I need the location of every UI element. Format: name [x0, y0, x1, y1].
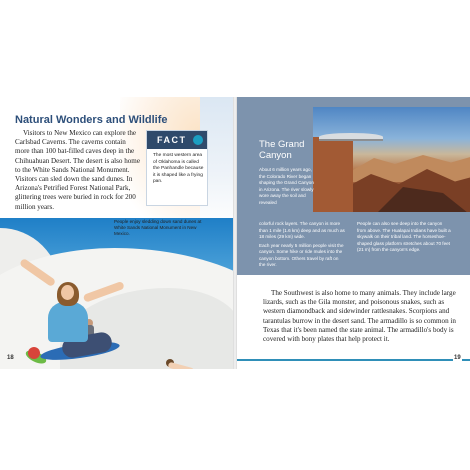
sidebar-paragraph: Each year nearly 5 million people visit the canyon. Some hike or ride mules into the canyon bottom. Others travel by raft on the river. [259, 242, 344, 267]
book-spread [0, 97, 470, 369]
page-number-left: 18 [7, 355, 14, 361]
child-sledding [28, 347, 40, 359]
sidebar-column-2 [357, 221, 452, 254]
girl-shirt [48, 302, 88, 342]
fact-text: The most western area of Oklahoma is called the Panhandle because it is shaped like a frying pan. [153, 153, 204, 185]
fact-box [146, 130, 208, 206]
grand-canyon-photo [313, 107, 470, 212]
sidebar-column-1 [259, 221, 346, 269]
page-number-right: 19 [454, 355, 461, 361]
fact-title: FACT [157, 135, 187, 145]
left-page [0, 97, 233, 369]
sidebar-paragraph: People can also see deep into the canyon from above. The Hualapai Indians have built a skywalk on their tribal land. The horseshoe-shaped glass platform stretches about 70 feet (21 m) from the canyon's edge. [357, 221, 451, 252]
skywalk [319, 133, 383, 141]
canyon-cliff [313, 137, 353, 212]
right-body-text: The Southwest is also home to many animals. They include large lizards, such as the Gila monster, and poisonous snakes, such as western diamondback and sidewinder rattlesnakes. Scorpions and tarantulas burrow in the desert sand. The armadillo is so common in Texas that it's been named the state animal. The armadillo's body is covered with bony plates that help protect it. [263, 289, 456, 344]
sidebar-paragraph: colorful rock layers. The canyon is more than 1 mile (1.6 km) deep and as much as 18 miles (29 km) wide. [259, 221, 345, 239]
girl-face [61, 285, 74, 300]
sidebar-intro: About 6 million years ago, the Colorado River began shaping the Grand Canyon in Arizona. The river slowly wore away the soil and revealed [259, 167, 314, 205]
right-page [237, 97, 470, 369]
bottom-rule [237, 359, 470, 361]
sidebar-title: The Grand Canyon [259, 139, 305, 161]
left-body-text: Visitors to New Mexico can explore the Carlsbad Caverns. The caverns contain more than 100 bat-filled caves deep in the Chihuahuan Desert. The desert is also home to the White Sands National Monument. Visitors can sled down the sand dunes. In Arizona's Petrified Forest National Park, glittering trees were buried in rock for 200 million years. [15, 129, 140, 211]
fact-badge-icon [193, 135, 203, 145]
section-title: Natural Wonders and Wildlife [15, 114, 168, 126]
photo-caption: People enjoy sledding down sand dunes at White Sands National Monument in New Mexico. [114, 219, 202, 237]
